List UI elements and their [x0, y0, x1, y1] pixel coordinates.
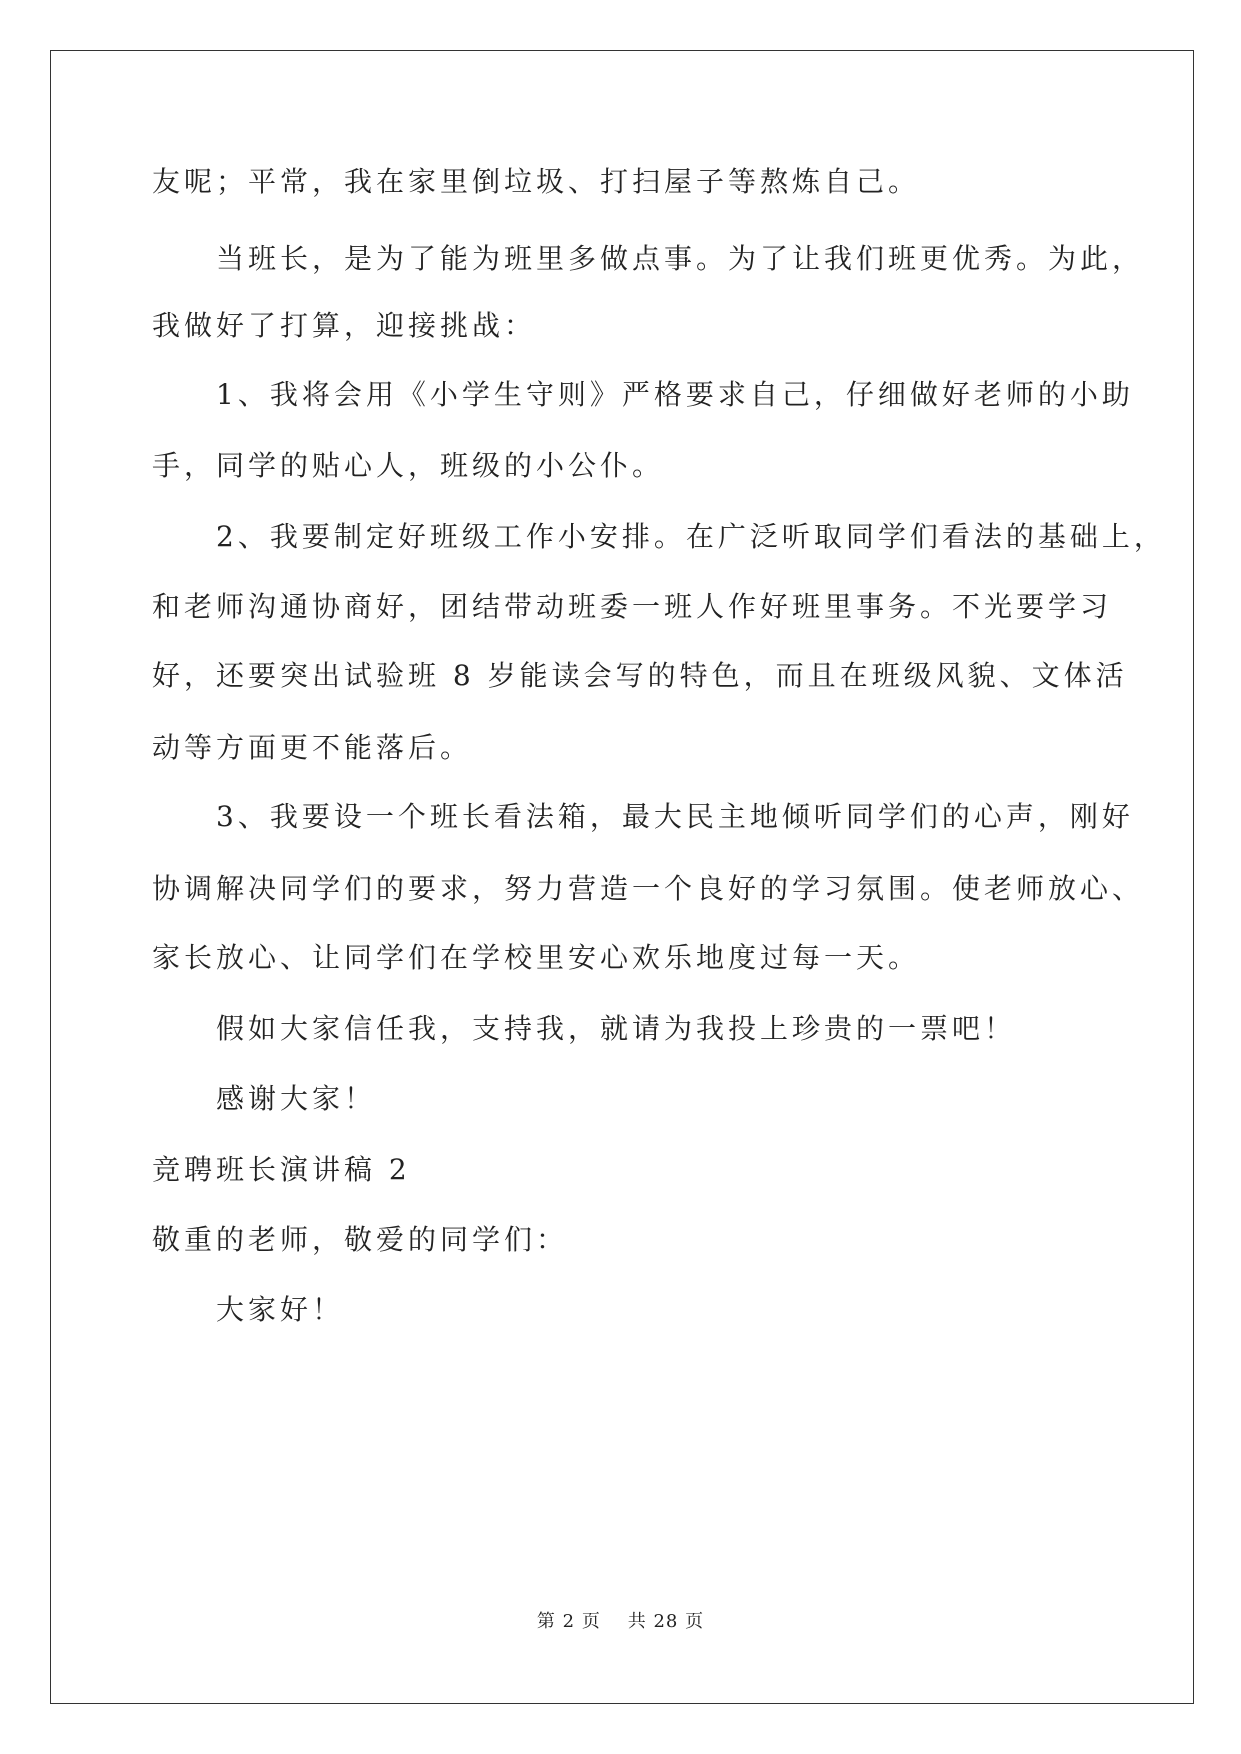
text-line-2: 当班长，是为了能为班里多做点事。为了让我们班更优秀。为此，: [216, 242, 1145, 275]
text-line-7: 和老师沟通协商好，团结带动班委一班人作好班里事务。不光要学习: [152, 590, 1113, 623]
page-number: 第 2 页: [536, 1611, 601, 1632]
text-line-9: 动等方面更不能落后。: [152, 731, 473, 764]
text-line-8: 好，还要突出试验班 8 岁能读会写的特色，而且在班级风貌、文体活: [152, 659, 1128, 692]
text-line-17: 大家好！: [216, 1293, 345, 1326]
text-line-16: 敬重的老师，敬爱的同学们：: [152, 1223, 569, 1256]
text-line-4: 1、我将会用《小学生守则》严格要求自己，仔细做好老师的小助: [216, 378, 1134, 411]
text-line-12: 家长放心、让同学们在学校里安心欢乐地度过每一天。: [152, 941, 921, 974]
page-footer: [0, 1607, 1241, 1633]
section-heading: 竞聘班长演讲稿 2: [152, 1153, 411, 1186]
page-total: 共 28 页: [627, 1611, 705, 1632]
text-line-10: 3、我要设一个班长看法箱，最大民主地倾听同学们的心声，刚好: [216, 800, 1134, 833]
text-line-14: 感谢大家！: [216, 1082, 377, 1115]
text-line-5: 手，同学的贴心人，班级的小公仆。: [152, 449, 665, 482]
text-line-3: 我做好了打算，迎接挑战：: [152, 309, 537, 342]
text-line-6: 2、我要制定好班级工作小安排。在广泛听取同学们看法的基础上，: [216, 520, 1166, 553]
text-line-1: 友呢；平常，我在家里倒垃圾、打扫屋子等熬炼自己。: [152, 165, 921, 198]
text-line-11: 协调解决同学们的要求，努力营造一个良好的学习氛围。使老师放心、: [152, 872, 1145, 905]
text-line-13: 假如大家信任我，支持我，就请为我投上珍贵的一票吧！: [216, 1012, 1017, 1045]
